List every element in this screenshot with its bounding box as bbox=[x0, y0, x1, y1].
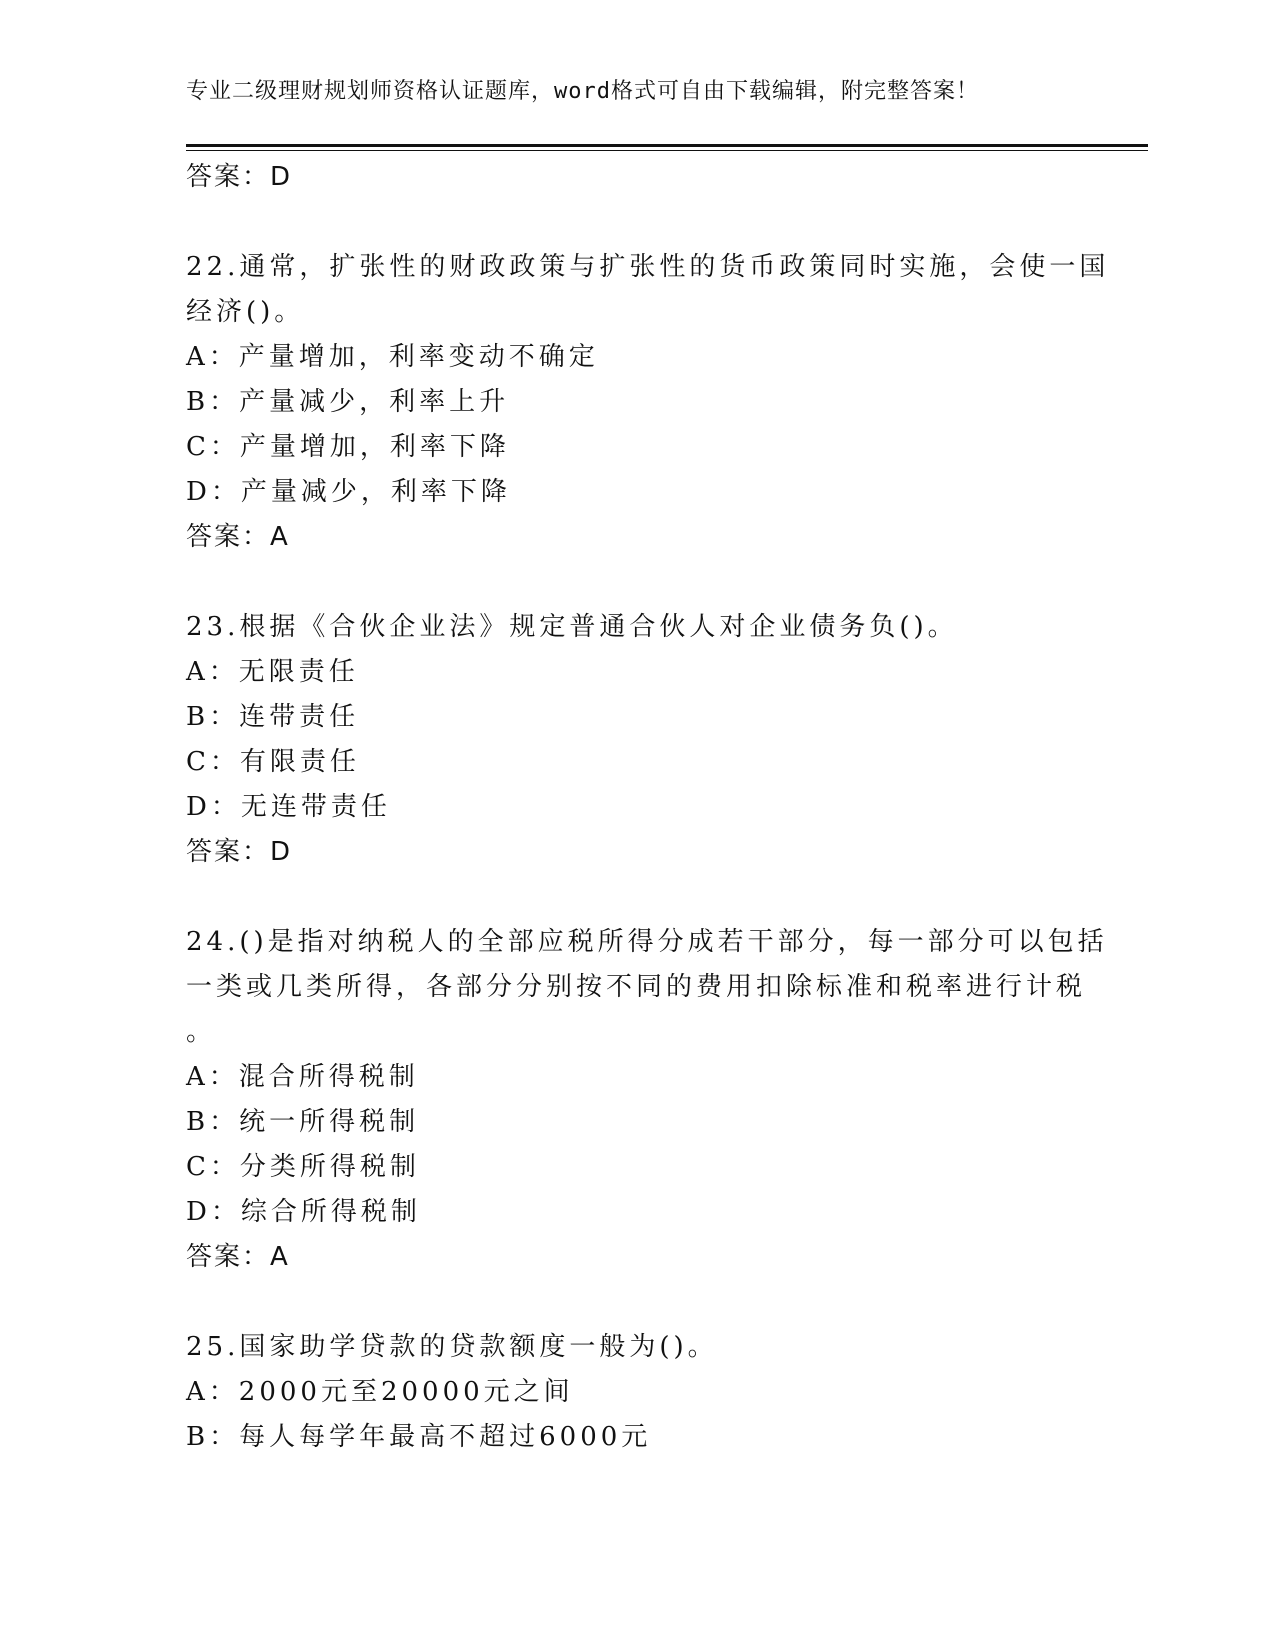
option-a: A：混合所得税制 bbox=[186, 1062, 419, 1092]
previous-answer: 答案：D bbox=[186, 162, 293, 192]
option-d: D：产量减少，利率下降 bbox=[186, 477, 511, 507]
option-c: C：有限责任 bbox=[186, 747, 360, 777]
question-list bbox=[186, 155, 1110, 1460]
option-d: D：综合所得税制 bbox=[186, 1197, 421, 1227]
header-rule-thin bbox=[186, 150, 1148, 151]
option-c: C：产量增加，利率下降 bbox=[186, 432, 510, 462]
question-25 bbox=[186, 1325, 1066, 1460]
question-stem: 25.国家助学贷款的贷款额度一般为()。 bbox=[186, 1332, 718, 1362]
answer: 答案：A bbox=[186, 1242, 290, 1272]
question-23 bbox=[186, 605, 1066, 875]
option-b: B：每人每学年最高不超过6000元 bbox=[186, 1422, 652, 1452]
answer: 答案：A bbox=[186, 522, 290, 552]
option-c: C：分类所得税制 bbox=[186, 1152, 420, 1182]
option-a: A：无限责任 bbox=[186, 657, 359, 687]
question-24 bbox=[186, 920, 1108, 1280]
option-a: A：2000元至20000元之间 bbox=[186, 1377, 574, 1407]
question-stem: 22.通常，扩张性的财政政策与扩张性的货币政策同时实施，会使一国 bbox=[186, 252, 1110, 282]
option-b: B：产量减少，利率上升 bbox=[186, 387, 510, 417]
option-b: B：统一所得税制 bbox=[186, 1107, 420, 1137]
question-stem: 一类或几类所得，各部分分别按不同的费用扣除标准和税率进行计税 bbox=[186, 972, 1087, 1002]
option-a: A：产量增加，利率变动不确定 bbox=[186, 342, 599, 372]
question-stem: 经济()。 bbox=[186, 297, 305, 327]
option-d: D：无连带责任 bbox=[186, 792, 391, 822]
question-stem: 24.()是指对纳税人的全部应税所得分成若干部分，每一部分可以包括 bbox=[186, 927, 1108, 957]
question-stem: 。 bbox=[186, 1017, 217, 1047]
page-header: 专业二级理财规划师资格认证题库，word格式可自由下载编辑，附完整答案！ bbox=[186, 79, 979, 104]
answer: 答案：D bbox=[186, 837, 293, 867]
question-stem: 23.根据《合伙企业法》规定普通合伙人对企业债务负()。 bbox=[186, 612, 958, 642]
question-22 bbox=[186, 245, 1110, 560]
option-b: B：连带责任 bbox=[186, 702, 360, 732]
header-rule-thick bbox=[186, 144, 1148, 147]
